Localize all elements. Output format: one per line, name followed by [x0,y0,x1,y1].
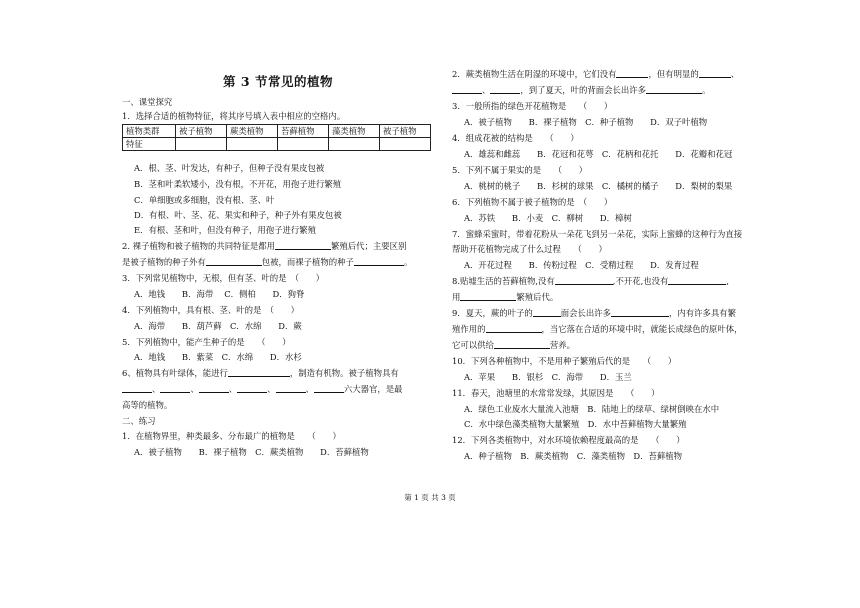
question-5: 5．下列植物中，能产生种子的是 （ ） [122,337,291,347]
answer-blank[interactable] [354,257,404,266]
practice-6: 6．下列植物不属于被子植物的是 （ ） [452,197,613,207]
option-line: E．有根、茎和叶，但没有种子，用孢子进行繁殖 [134,225,316,235]
question-1: 1．选择合适的植物特征，将其序号填入表中相应的空格内。 [122,111,346,121]
answer-cell[interactable] [176,138,227,151]
question-6: 6、植物具有叶绿体，能进行 ，制造有机物。被子植物具有 [122,368,399,378]
option-line: C．水中绿色藻类植物大量繁殖 D．水中苔藓植物大量繁殖 [464,419,687,429]
table-cell: 植物类群 [123,125,176,138]
option-line: A．被子植物 B．裸子植物 C．种子植物 D．双子叶植物 [464,117,708,127]
answer-cell[interactable] [227,138,278,151]
answer-blank[interactable] [490,85,520,94]
option-line: A．苏铁 B．小麦 C．柳树 D．樟树 [464,213,632,223]
option-line: A．地钱 B．海带 C．侧柏 D．狗脊 [134,289,305,299]
practice-10: 10．下列各种植物中，不是用种子繁殖后代的是 （ ） [452,356,677,366]
option-line: A．种子植物 B．蕨类植物 C．藻类植物 D．苔藓植物 [464,451,682,461]
practice-8: 8.贴墟生活的苔藓植物,没有 ,不开花,也没有 , [452,276,730,286]
option-line: D．有根、叶、茎、花、果实和种子，种子外有果皮包被 [134,210,342,220]
option-line: C．单细胞或多细胞，没有根、茎、叶 [134,195,275,205]
practice-9-end: 它可以供给 营养。 [452,340,575,350]
practice-2-cont: 、 ，到了夏天，叶的背面会长出许多 。 [452,85,710,96]
table-cell: 藻类植物 [329,125,380,138]
practice-4: 4．组成花被的结构是 （ ） [452,133,579,143]
practice-2: 2．蕨类植物生活在阴湿的环境中，它们没有 ，但有明显的 、 [452,69,740,79]
question-6-end: 高等的植物。 [122,400,173,410]
option-line: A．桃树的桃子 B．杉树的球果 C．橘树的橘子 D．梨树的梨果 [464,181,733,191]
page-title: 第 3 节常见的植物 [223,74,333,89]
answer-blank[interactable] [275,241,331,250]
answer-blank[interactable] [611,308,669,317]
answer-blank[interactable] [486,324,542,333]
option-line: A．根、茎、叶发达，有种子，但种子没有果皮包被 [134,163,325,173]
table-cell: 蕨类植物 [227,125,278,138]
option-line: A．开花过程 B．传粉过程 C．受精过程 D．发育过程 [464,260,699,270]
answer-blank[interactable] [314,384,344,393]
question-3: 3．下列常见植物中，无根，但有茎、叶的是 （ ） [122,273,325,283]
table-cell: 苔藓植物 [278,125,329,138]
practice-11: 11．春天，池塘里的水常常发绿，其原因是 （ ） [452,388,660,398]
option-line: A．被子植物 B．裸子植物 C．蕨类植物 D．苔藓植物 [134,447,369,457]
answer-blank[interactable] [668,276,726,285]
plant-feature-table [122,124,431,151]
question-6-cont: 、 、 、 、 、 六大器官，是最 [122,384,403,395]
option-line: A．绿色工业废水大量流入池塘 B．陆地上的绿草、绿树倒映在水中 [464,404,720,414]
answer-cell[interactable] [278,138,329,151]
question-2: 2. 裸子植物和被子植物的共同特征是都用 繁殖后代；主要区别 [122,241,407,251]
table-row [123,138,431,151]
practice-7: 7．蜜蜂采蜜时，带着花粉从一朵花飞到另一朵花，实际上蜜蜂的这种行为直接 [452,229,743,239]
answer-blank[interactable] [452,85,482,94]
practice-12: 12．下列各类植物中，对水环境依赖程度最高的是 （ ） [452,435,685,445]
answer-cell[interactable] [329,138,380,151]
option-line: A．苹果 B．银杉 C．海带 D．玉兰 [464,372,632,382]
practice-5: 5．下列不属于果实的是 （ ） [452,165,588,175]
option-line: A．地钱 B．紫菜 C．水绵 D．水杉 [134,352,302,362]
answer-blank[interactable] [533,308,561,317]
table-cell: 特征 [123,138,176,151]
answer-blank[interactable] [199,384,229,393]
answer-blank[interactable] [616,69,648,78]
option-line: A．海带 B．葫芦藓 C．水绵 D．蕨 [134,321,302,331]
practice-1: 1．在植物界里，种类最多、分布最广的植物是 （ ） [122,431,341,441]
answer-blank[interactable] [460,292,516,301]
practice-3: 3．一般所指的绿色开花植物是 （ ） [452,101,613,111]
table-cell: 被子植物 [380,125,431,138]
practice-7-cont: 帮助开花植物完成了什么过程 （ ） [452,244,607,254]
answer-blank[interactable] [160,384,190,393]
answer-blank[interactable] [276,384,306,393]
answer-blank[interactable] [206,257,262,266]
practice-9: 9．夏天，蕨的叶子的 面会长出许多 ，内有许多具有繁 [452,308,736,318]
option-line: A．雄蕊和雌蕊 B．花冠和花萼 C．花柄和花托 D．花瓣和花冠 [464,149,733,159]
answer-blank[interactable] [122,384,152,393]
answer-blank[interactable] [494,340,550,349]
answer-blank[interactable] [228,368,290,377]
option-line: B．茎和叶柔软矮小，没有根，不开花，用孢子进行繁殖 [134,179,342,189]
answer-blank[interactable] [699,69,731,78]
answer-blank[interactable] [646,85,702,94]
answer-blank[interactable] [237,384,267,393]
table-header-row [123,125,431,138]
practice-8-cont: 用 繁殖后代。 [452,292,559,302]
question-4: 4．下列植物中，具有根、茎、叶的是 （ ） [122,305,300,315]
page-footer: 第 1 页 共 3 页 [404,493,456,502]
practice-9-cont: 殖作用的 ，当它落在合适的环境中时，就能长成绿色的原叶体， [452,324,743,334]
question-2-cont: 是被子植物的种子外有 包被，而裸子植物的种子 。 [122,257,413,267]
answer-blank[interactable] [555,276,613,285]
section-heading: 二、练习 [122,416,156,426]
answer-cell[interactable] [380,138,431,151]
table-cell: 被子植物 [176,125,227,138]
section-heading: 一、课堂探究 [122,97,173,107]
